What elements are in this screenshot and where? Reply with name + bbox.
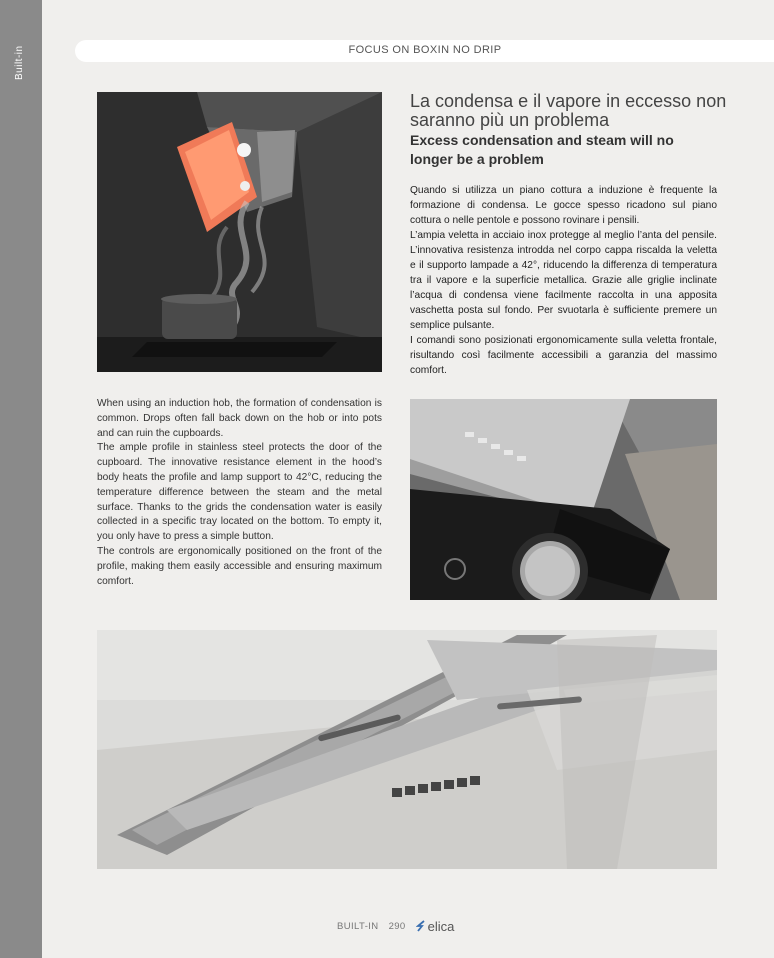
header-title: FOCUS ON BOXIN NO DRIP	[348, 44, 502, 56]
paragraph: Quando si utilizza un piano cottura a induzione è frequente la formazione di condensa. Le gocce spesso ricadono sul piano cottura o nelle pentole e possono rovinare i pensili.	[410, 185, 717, 226]
page-number: 290	[388, 920, 406, 932]
brand-mark-icon	[416, 920, 426, 932]
photo-hood-profile-wide	[97, 630, 717, 869]
brand-name: elica	[427, 918, 455, 934]
page-footer	[337, 918, 454, 934]
footer-section: BUILT-IN	[337, 920, 379, 932]
paragraph: When using an induction hob, the formation of condensation is common. Drops often fall back down on the hob or into pots and can ruin the cupboards.	[97, 398, 382, 439]
heading-italian: La condensa e il vapore in eccesso non saranno più un problema	[410, 91, 727, 130]
paragraph: The controls are ergonomically positioned on the front of the profile, making them easily accessible and ensuring maximum comfort.	[97, 545, 382, 587]
paragraph: L’ampia veletta in acciaio inox protegge al meglio l’anta del pensile. L’innovativa resistenza introdda nel corpo cappa riscalda la veletta e il supporto lampade a 42°, riducendo la differenza di temperatura tra il vapore e la superficie metallica. Grazie alle griglie inclinate l’acqua di condensa viene facilmente raccolta in una apposita vaschetta posta sul fondo. Per svuotarla è sufficiente premere un semplice pulsante.	[410, 230, 717, 331]
paragraph: The ample profile in stainless steel protects the door of the cupboard. The innovative resistance element in the hood’s body heats the profile and lamp support to 42°C, reducing the temperature difference between the steam and the metal surface. Thanks to the grids the condensation water is easily collected in a specific tray located on the bottom. To empty it, you only have to press a simple button.	[97, 442, 382, 543]
heading-english: Excess condensation and steam will no longer be a problem	[410, 132, 674, 167]
section-label: Built-in	[14, 45, 25, 80]
page-header	[75, 40, 774, 62]
photo-hood-steam	[97, 92, 382, 372]
body-text-english	[97, 397, 382, 589]
paragraph: I comandi sono posizionati ergonomicamente sulla veletta frontale, risultando così facilmente accessibili a garanzia del massimo comfort.	[410, 335, 717, 376]
brand-logo	[416, 919, 455, 934]
photo-controls-detail	[410, 399, 717, 600]
sidebar	[0, 0, 42, 958]
body-text-italian	[410, 183, 717, 378]
